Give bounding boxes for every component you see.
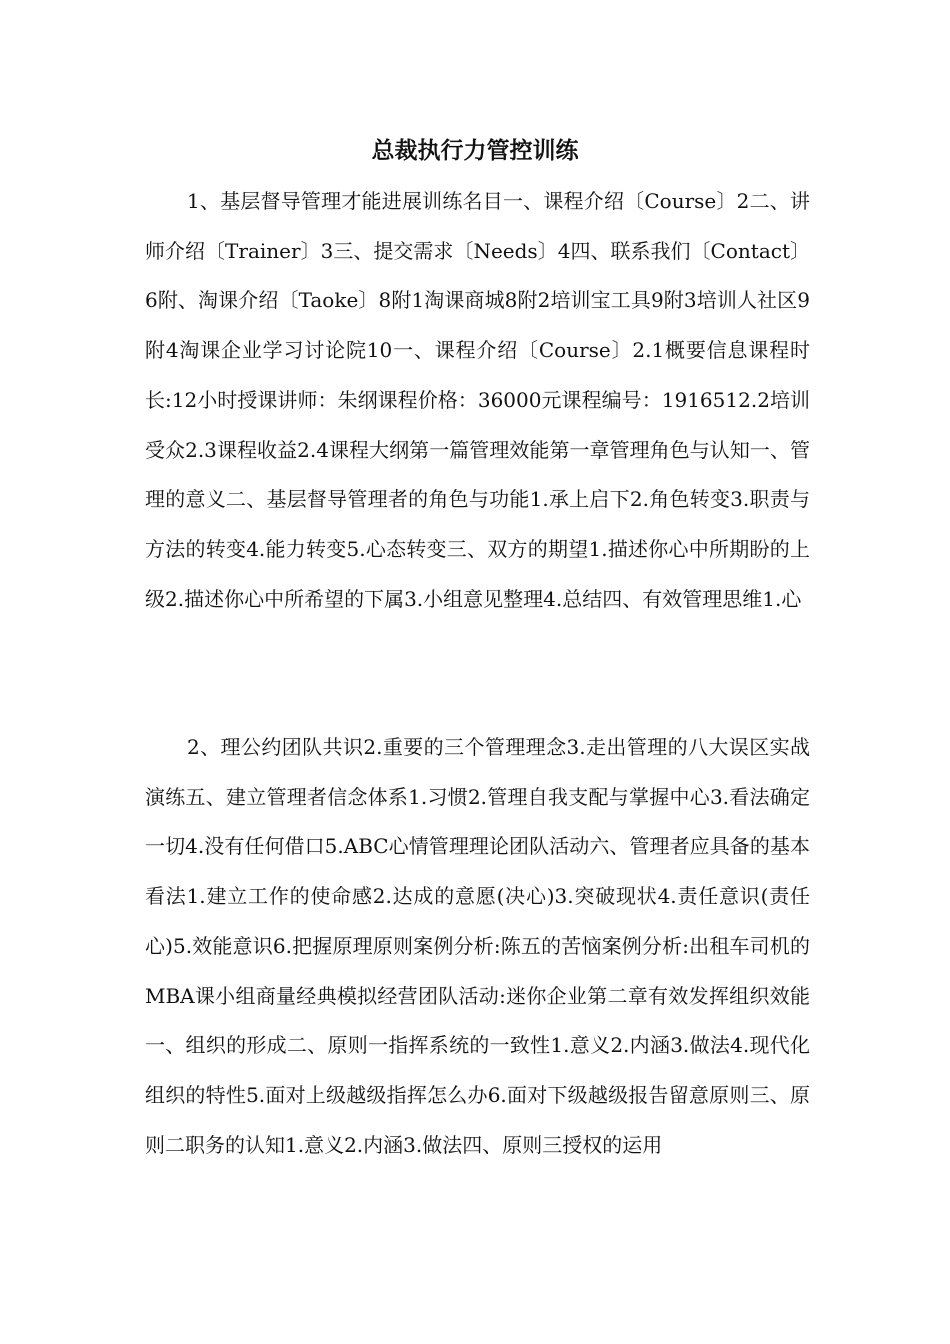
document-title: 总裁执行力管控训练 [371, 138, 579, 164]
paragraph-2: 2、理公约团队共识2.重要的三个管理理念3.走出管理的八大误区实战演练五、建立管理者信念体系1.习惯2.管理自我支配与掌握中心3.看法确定一切4.没有任何借口5.ABC心情管理理论团队活动六、管理者应具备的基本看法1.建立工作的使命感2.达成的意愿(决心)3.突破现状4.责任意识(责任心)5.效能意识6.把握原理原则案例分析:陈五的苦恼案例分析:出租车司机的MBA课小组商量经典模拟经营团队活动:迷你企业第二章有效发挥组织效能一、组织的形成二、原则一指挥系统的一致性1.意义2.内涵3.做法4.现代化组织的特性5.面对上级越级指挥怎么办6.面对下级越级报告留意原则三、原则二职务的认知1.意义2.内涵3.做法四、原则三授权的运用 [145, 735, 810, 1157]
paragraph-1: 1、基层督导管理才能进展训练名目一、课程介绍〔Course〕2二、讲师介绍〔Trainer〕3三、提交需求〔Needs〕4四、联系我们〔Contact〕6附、淘课介绍〔Taoke〕8附1淘课商城8附2培训宝工具9附3培训人社区9附4淘课企业学习讨论院10一、课程介绍〔Course〕2.1概要信息课程时长:12小时授课讲师：朱纲课程价格：36000元课程编号：1916512.2培训受众2.3课程收益2.4课程大纲第一篇管理效能第一章管理角色与认知一、管理的意义二、基层督导管理者的角色与功能1.承上启下2.角色转变3.职责与方法的转变4.能力转变5.心态转变三、双方的期望1.描述你心中所期盼的上级2.描述你心中所希望的下属3.小组意见整理4.总结四、有效管理思维1.心 [145, 189, 810, 611]
